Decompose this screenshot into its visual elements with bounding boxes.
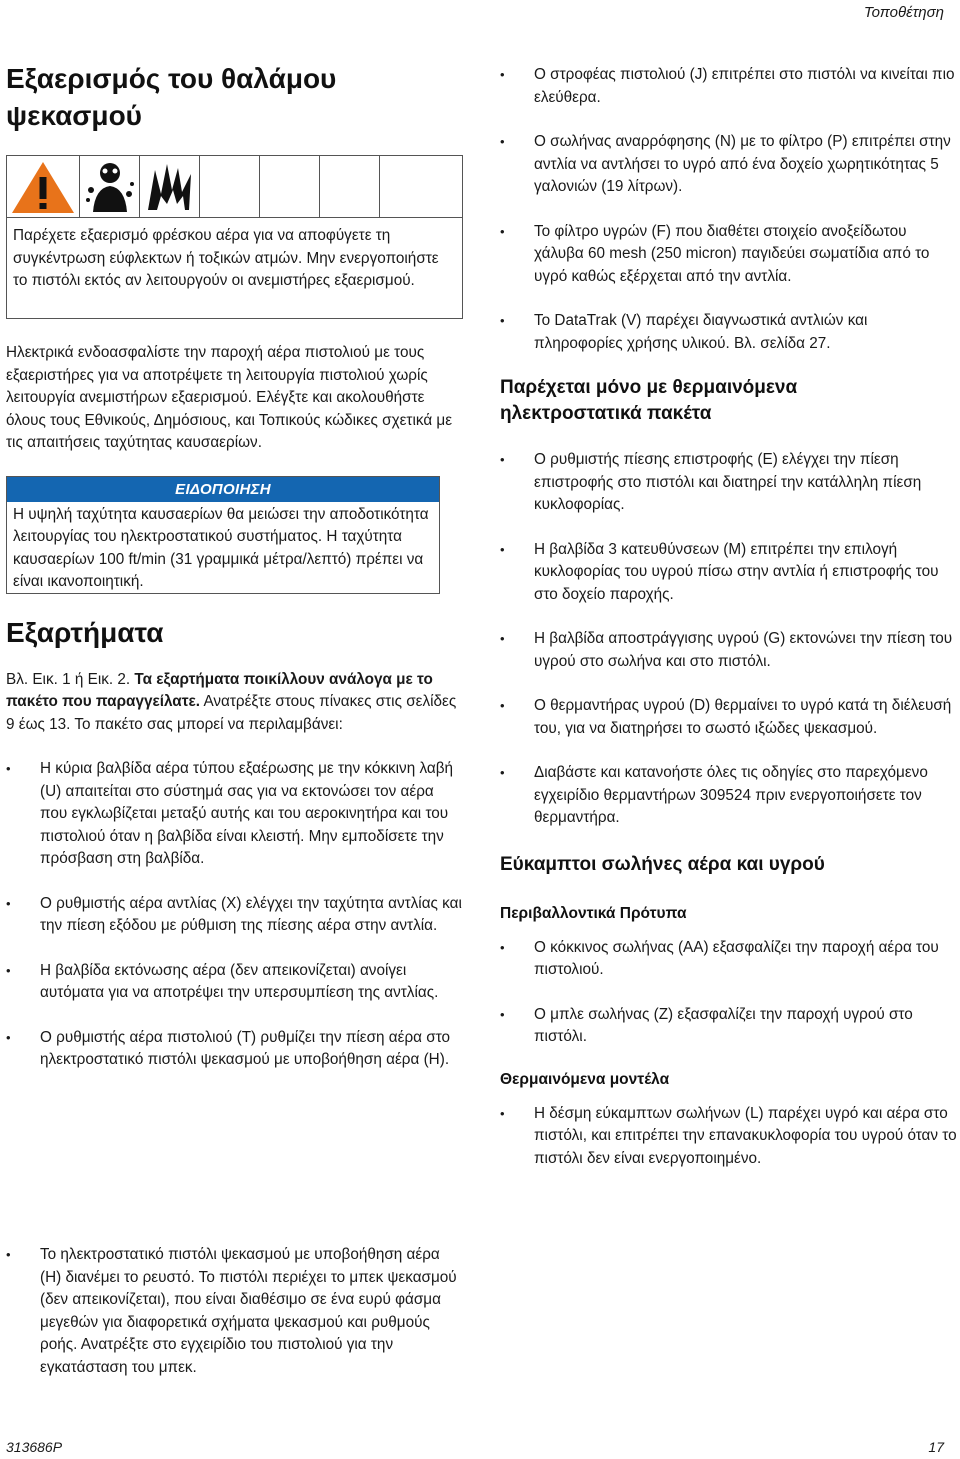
fire-explosion-icon	[140, 156, 200, 217]
warning-text: Παρέχετε εξαερισμό φρέσκου αέρα για να αποφύγετε τη συγκέντρωση εύφλεκτων ή τοξικών ατμών. Μην ενεργοποιήστε το πιστόλι εκτός αν λειτουργούν οι ανεμιστήρες εξαερισμού.	[13, 227, 439, 289]
list-item: • Η κύρια βαλβίδα αέρα τύπου εξαέρωσης με την κόκκινη λαβή (U) απαιτείται στο σύστημά σας για να εκτονώσει τον αέρα που εγκλωβίζεται μεταξύ αυτής και του αεροκινητήρα και του πιστολιού όταν η βαλβίδα είναι κλειστή. Μην εμποδίσετε την πρόσβαση στη βαλβίδα.	[6, 758, 462, 871]
hoses-title: Εύκαμπτοι σωλήνες αέρα και υγρού	[500, 853, 825, 875]
heated-models-title: Θερμαινόμενα μοντέλα	[500, 1070, 670, 1088]
accessories-intro	[6, 669, 462, 737]
empty-icon-cell	[320, 156, 380, 217]
list-item: • Ο μπλε σωλήνας (Z) εξασφαλίζει την παροχή υγρού στο πιστόλι.	[500, 1004, 960, 1049]
page-number: 17	[928, 1439, 944, 1455]
list-item: • Το DataTrak (V) παρέχει διαγνωστικά αντλιών και πληροφορίες χρήσης υλικού. Βλ. σελίδα 27.	[500, 310, 960, 355]
list-item: • Η βαλβίδα αποστράγγισης υγρού (G) εκτονώνει την πίεση του υγρού στο σωλήνα και στο πιστόλι.	[500, 628, 960, 673]
accessories-list-right	[500, 64, 960, 355]
empty-icon-cell	[200, 156, 260, 217]
accessories-list	[6, 758, 462, 1072]
document-number: 313686P	[6, 1439, 63, 1455]
list-item: • Η βαλβίδα 3 κατευθύνσεων (M) επιτρέπει την επιλογή κυκλοφορίας του υγρού πίσω στην αντλία ή επιστροφής του στο δοχείο παροχής.	[500, 539, 960, 607]
list-item: • Το ηλεκτροστατικό πιστόλι ψεκασμού με υποβοήθηση αέρα (H) διανέμει το ρευστό. Το πιστόλι περιέχει το μπεκ ψεκασμού (δεν απεικονίζεται), που είναι διαθέσιμο σε ένα ευρύ φάσμα μεγεθών για διαφορετικά σχήματα ψεκασμού και ρυθμούς ροής. Ανατρέξτε στο εγχειρίδιο του πιστολιού για την εγκατάσταση του μπεκ.	[6, 1244, 462, 1379]
warning-box	[6, 155, 463, 319]
warning-triangle-icon	[7, 156, 80, 217]
refs-start: Βλ. Εικ. 1 ή Εικ. 2.	[6, 670, 135, 688]
refs-end: Ανατρέξτε στους πίνακες στις σελίδες 9 έως 13. Το πακέτο σας μπορεί να περιλαμβάνει:	[6, 693, 457, 733]
list-item: • Η βαλβίδα εκτόνωσης αέρα (δεν απεικονίζεται) ανοίγει αυτόματα για να αποτρέψει την υπερσυμπίεση της αντλίας.	[6, 960, 462, 1005]
notice-text: Η υψηλή ταχύτητα καυσαερίων θα μειώσει την αποδοτικότητα λειτουργίας του ηλεκτροστατικού συστήματος. Η ταχύτητα καυσαερίων 100 ft/min (31 γραμμικά μέτρα/λεπτό) πρέπει να είναι ικανοποιητική.	[13, 505, 429, 590]
heated-packages-list	[500, 449, 960, 830]
list-item: • Ο θερμαντήρας υγρού (D) θερμαίνει το υγρό κατά τη διέλευσή του, για να διατηρήσει το σωστό ιξώδες ψεκασμού.	[500, 695, 960, 740]
environment-standards-title: Περιβαλλοντικά Πρότυπα	[500, 904, 687, 922]
ventilation-title: Εξαερισμός του θαλάμου ψεκασμού	[6, 63, 337, 131]
right-column	[500, 64, 960, 1170]
warning-icons-row	[7, 156, 462, 218]
accessories-title: Εξαρτήματα	[6, 616, 164, 648]
accessories-list-cont	[6, 1244, 462, 1379]
empty-icon-cell	[260, 156, 320, 217]
list-item: • Η δέσμη εύκαμπτων σωλήνων (L) παρέχει υγρό και αέρα στο πιστόλι, και επιτρέπει την επανακυκλοφορία του υγρού όταν το πιστόλι δεν είναι ενεργοποιημένο.	[500, 1103, 960, 1171]
interlock-paragraph: Ηλεκτρικά ενδοασφαλίστε την παροχή αέρα πιστολιού με τους εξαεριστήρες για να αποτρέψετε τη λειτουργία πιστολιού χωρίς λειτουργία ανεμιστήρων εξαερισμού. Ελέγξτε και ακολουθήστε όλους τους Εθνικούς, Δημόσιους, και Τοπικούς κώδικες σχετικά με τις απαιτήσεις ταχύτητας καυσαερίων.	[6, 344, 453, 451]
notice-box	[6, 476, 440, 594]
section-header: Τοποθέτηση	[863, 4, 944, 21]
list-item: • Ο σωλήνας αναρρόφησης (N) με το φίλτρο (P) επιτρέπει στην αντλία να αντλήσει το υγρό από ένα δοχείο χωρητικότητας 5 γαλονιών (19 λίτρων).	[500, 131, 960, 199]
list-item: • Ο ρυθμιστής αέρα πιστολιού (T) ρυθμίζει την πίεση αέρα στο ηλεκτροστατικό πιστόλι ψεκασμού με υποβοήθηση αέρα (H).	[6, 1027, 462, 1072]
left-column	[6, 60, 462, 1072]
notice-title: ΕΙΔΟΠΟΙΗΣΗ	[7, 477, 439, 502]
toxic-fumes-icon	[80, 156, 140, 217]
list-item: • Διαβάστε και κατανοήστε όλες τις οδηγίες στο παρεχόμενο εγχειρίδιο θερμαντήρων 309524 πριν ενεργοποιήσετε τον θερμαντήρα.	[500, 762, 960, 830]
list-item: • Το φίλτρο υγρών (F) που διαθέτει στοιχείο ανοξείδωτου χάλυβα 60 mesh (250 micron) παγιδεύει σωματίδια από το υγρό καθώς εξέρχεται από την αντλία.	[500, 221, 960, 289]
heated-packages-title: Παρέχεται μόνο με θερμαινόμενα ηλεκτροστατικά πακέτα	[500, 377, 798, 424]
list-item: • Ο ρυθμιστής πίεσης επιστροφής (E) ελέγχει την πίεση επιστροφής στο πιστόλι και διατηρεί την κατάλληλη πίεση κυκλοφορίας.	[500, 449, 960, 517]
list-item: • Ο κόκκινος σωλήνας (AA) εξασφαλίζει την παροχή αέρα του πιστολιού.	[500, 937, 960, 982]
gun-bullet	[6, 1244, 462, 1379]
refs-bold: Τα εξαρτήματα ποικίλλουν ανάλογα με το πακέτο που παραγγείλατε.	[6, 670, 433, 710]
heated-models-list	[500, 1103, 960, 1171]
environment-list	[500, 937, 960, 1049]
list-item: • Ο στροφέας πιστολιού (J) επιτρέπει στο πιστόλι να κινείται πιο ελεύθερα.	[500, 64, 960, 109]
list-item: • Ο ρυθμιστής αέρα αντλίας (X) ελέγχει την ταχύτητα αντλίας και την πίεση εξόδου με ρύθμιση της πίεσης αέρα στην αντλία.	[6, 893, 462, 938]
